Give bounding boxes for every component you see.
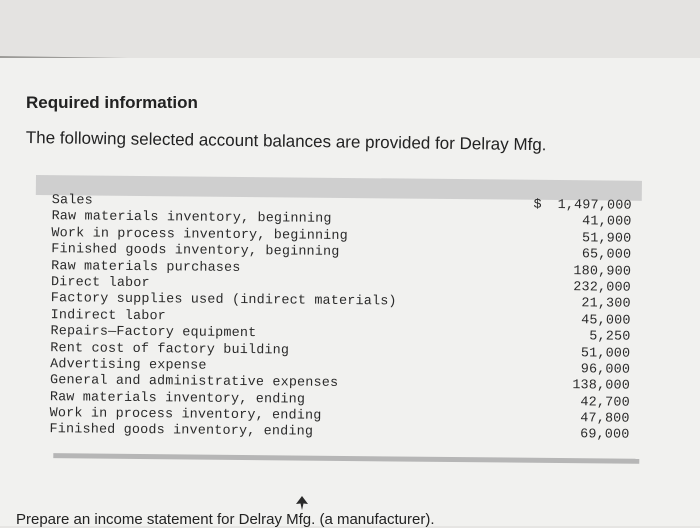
row-amount: 42,700 bbox=[580, 394, 630, 411]
question-prompt: Prepare an income statement for Delray Mfg. (a manufacturer). bbox=[16, 511, 435, 528]
row-amount: 69,000 bbox=[580, 427, 630, 444]
row-label: Raw materials inventory, ending bbox=[49, 389, 306, 408]
row-label: Indirect labor bbox=[50, 307, 167, 324]
cursor-icon bbox=[296, 496, 308, 510]
row-amount: 45,000 bbox=[581, 312, 631, 329]
row-amount: 51,000 bbox=[580, 345, 631, 362]
row-amount: 96,000 bbox=[580, 362, 631, 378]
row-amount: 41,000 bbox=[582, 214, 632, 231]
row-amount: 1,497,000 bbox=[557, 198, 632, 214]
row-label: Finished goods inventory, beginning bbox=[51, 242, 340, 261]
row-amount: 232,000 bbox=[573, 280, 632, 296]
row-amount: 21,300 bbox=[581, 296, 631, 313]
row-label: Advertising expense bbox=[50, 357, 207, 374]
top-band bbox=[0, 0, 700, 58]
row-amount: 47,800 bbox=[580, 411, 630, 427]
row-amount: 5,250 bbox=[589, 329, 631, 345]
table-rows bbox=[49, 193, 631, 444]
row-label: Work in process inventory, beginning bbox=[51, 225, 348, 244]
row-label: Factory supplies used (indirect materials) bbox=[50, 291, 397, 310]
row-amount: 138,000 bbox=[572, 378, 631, 395]
row-amount: 51,900 bbox=[581, 231, 632, 247]
row-label: Work in process inventory, ending bbox=[49, 406, 322, 424]
row-label: Finished goods inventory, ending bbox=[49, 422, 314, 441]
row-amount: 65,000 bbox=[581, 247, 632, 263]
page-title: Required information bbox=[26, 93, 198, 112]
row-label: Repairs—Factory equipment bbox=[50, 324, 257, 342]
currency-symbol: $ bbox=[533, 197, 542, 213]
row-label: Rent cost of factory building bbox=[50, 340, 290, 358]
account-balances-table bbox=[33, 175, 642, 465]
row-label: General and administrative expenses bbox=[49, 373, 339, 392]
row-label: Sales bbox=[51, 193, 94, 209]
row-label: Raw materials purchases bbox=[51, 258, 241, 276]
row-amount: 180,900 bbox=[573, 263, 632, 280]
intro-text: The following selected account balances are provided for Delray Mfg. bbox=[25, 128, 547, 155]
row-label: Raw materials inventory, beginning bbox=[51, 209, 332, 228]
row-label: Direct labor bbox=[50, 275, 150, 292]
